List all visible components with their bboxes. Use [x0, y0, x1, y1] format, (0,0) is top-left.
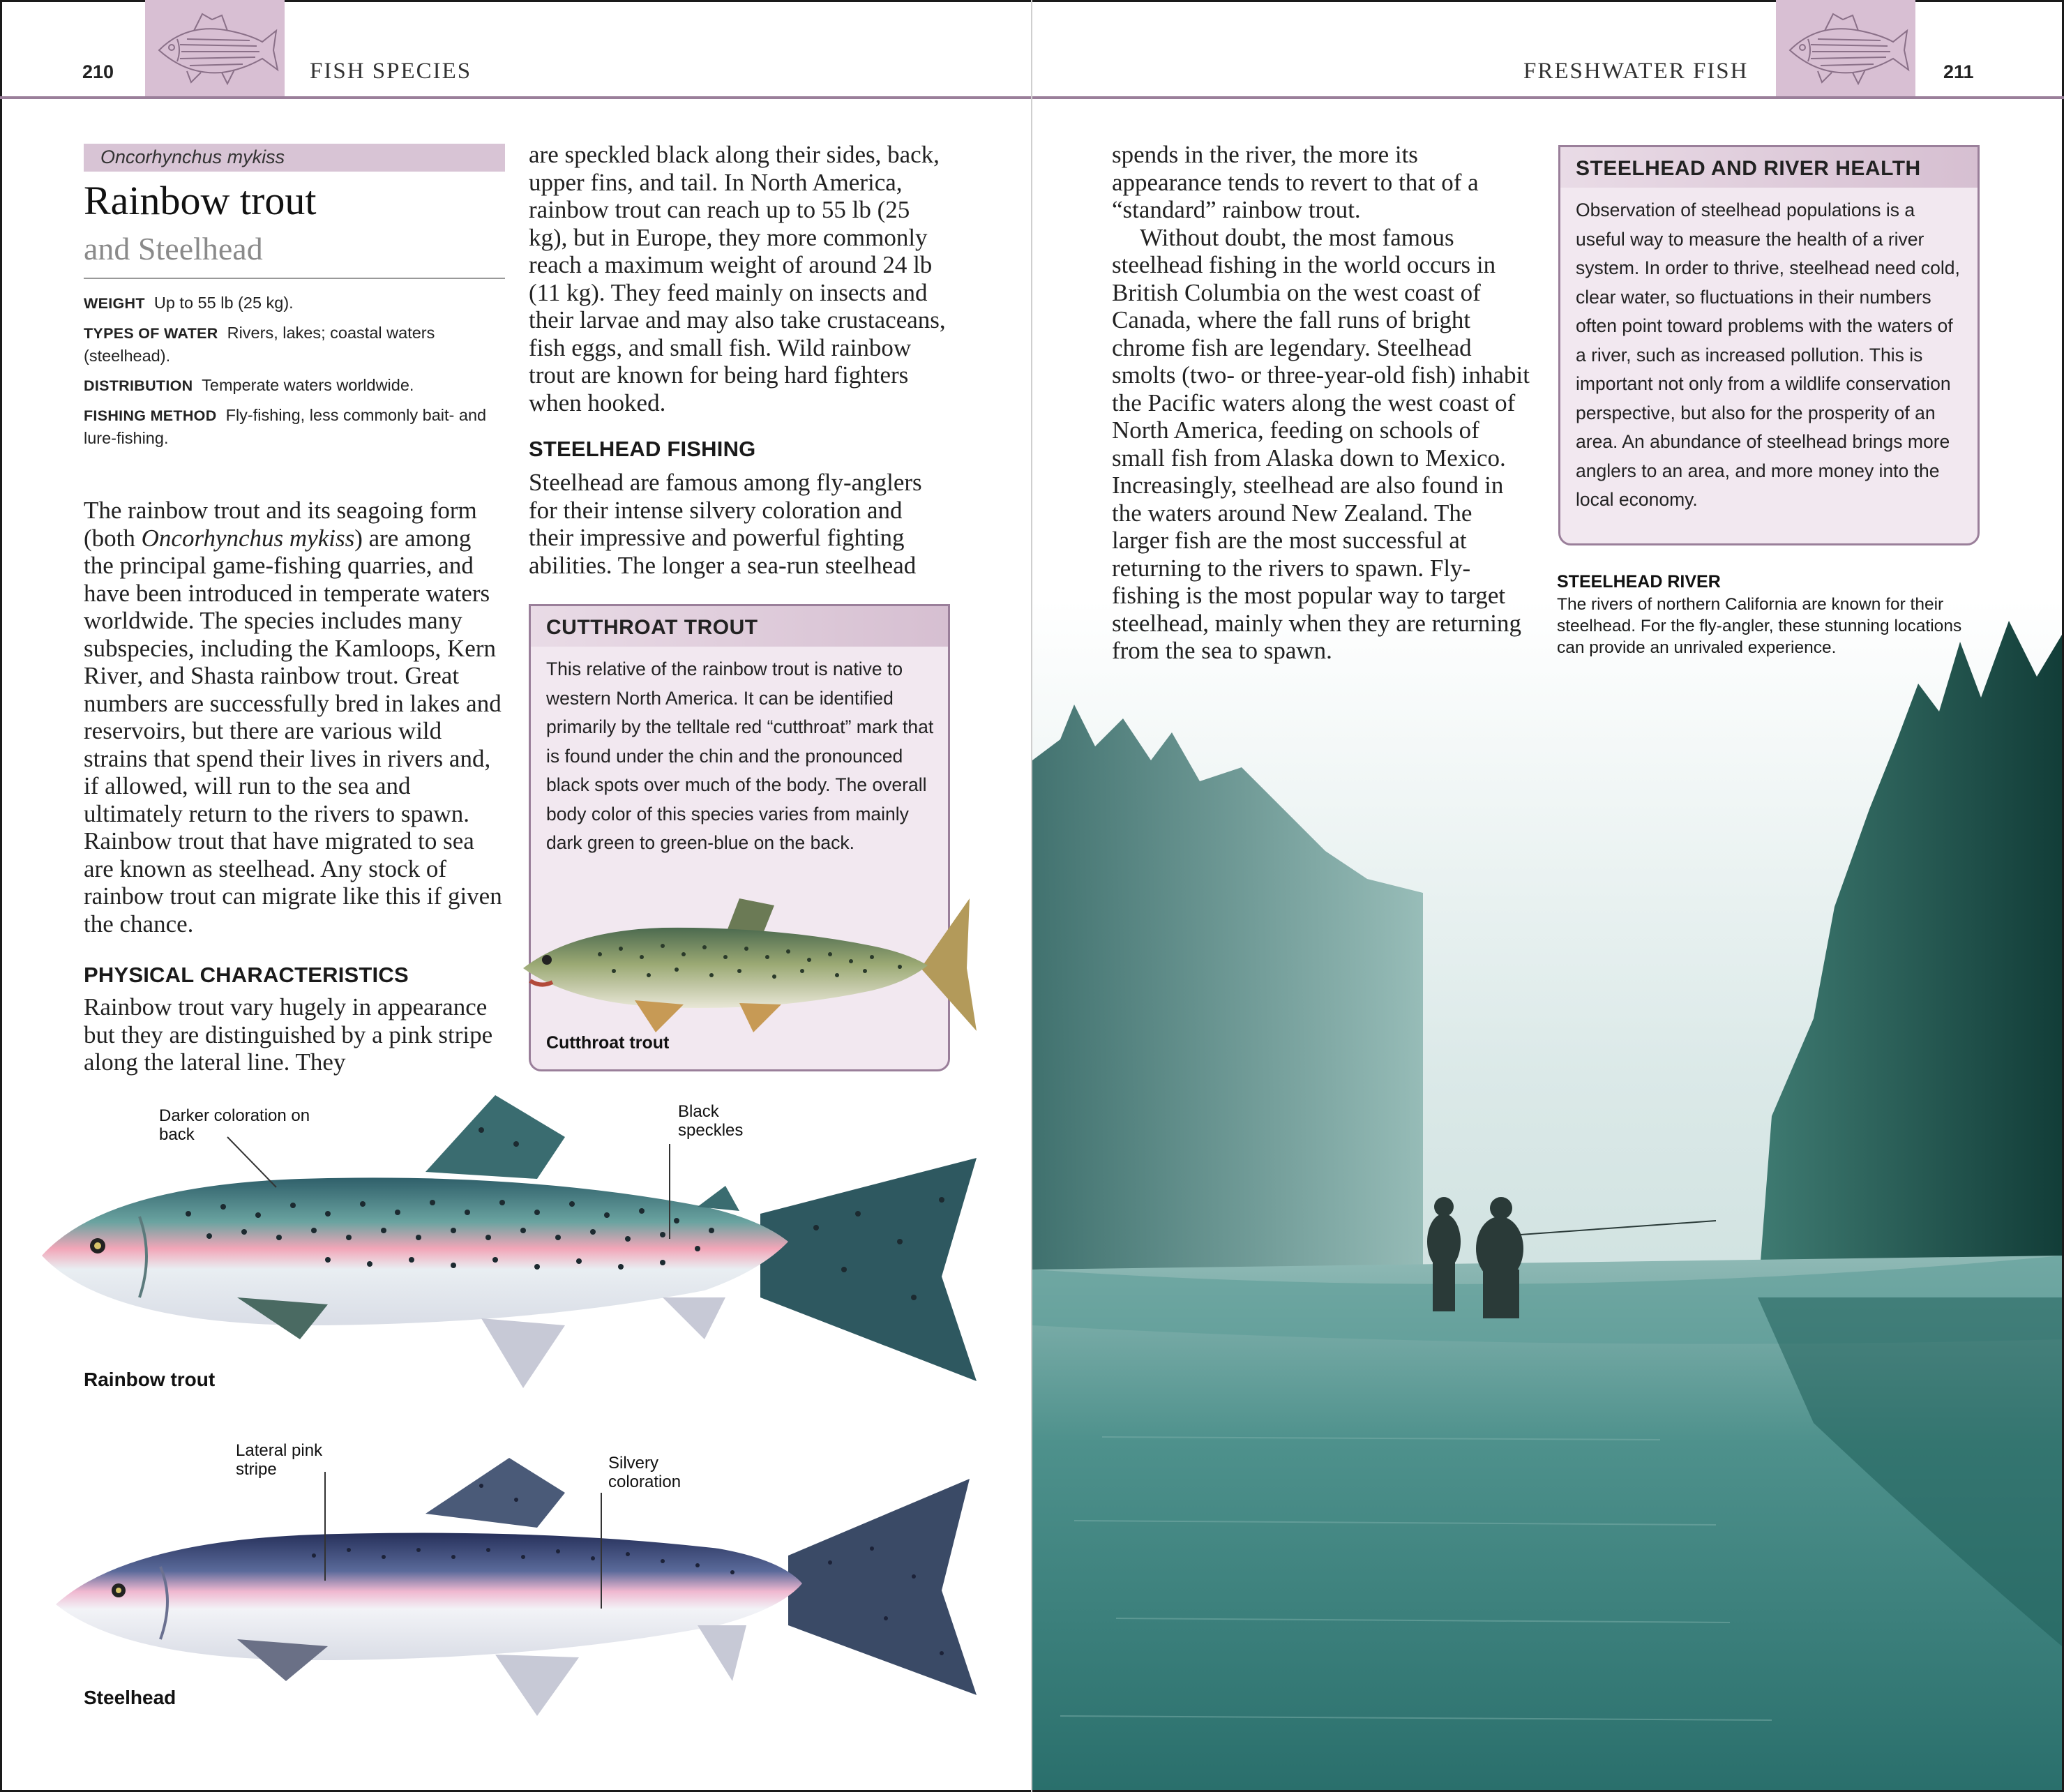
photo-caption	[1557, 572, 1989, 658]
leader-darker-coloration	[223, 1134, 293, 1190]
left-header-fish-tile	[145, 0, 285, 98]
river-health-sidebar	[1558, 145, 1980, 545]
physical-heading: PHYSICAL CHARACTERISTICS	[84, 963, 409, 987]
photo-caption-text: The rivers of northern California are known for their steelhead. For the fly-angler, these stunning locations can provide an unrivaled experience.	[1557, 595, 1962, 657]
label-black-speckles: Black speckles	[678, 1102, 744, 1140]
label-darker-coloration: Darker coloration on back	[159, 1106, 310, 1144]
species-title: Rainbow trout	[84, 178, 317, 223]
label-lateral-pink-stripe: Lateral pink stripe	[236, 1441, 323, 1479]
right-page-number: 211	[1943, 61, 1974, 82]
fact-method: FISHING METHOD Fly-fishing, less commonly bait- and lure-fishing.	[84, 406, 487, 447]
rainbow-trout-caption: Rainbow trout	[84, 1369, 216, 1390]
cutthroat-text: This relative of the rainbow trout is native to western North America. It can be identified primarily by the telltale red “cutthroat” mark that is found under the chin and the pronounced black spots over much of the body. The overall body color of this species varies from mainly dark green to green-blue on the back.	[546, 658, 934, 853]
steelhead-fishing-heading: STEELHEAD FISHING	[529, 437, 756, 461]
fact-water: TYPES OF WATER Rivers, lakes; coastal waters (steelhead).	[84, 324, 435, 365]
left-running-head: FISH SPECIES	[310, 59, 472, 84]
left-page-number: 210	[82, 61, 114, 82]
river-health-heading: STEELHEAD AND RIVER HEALTH	[1560, 147, 1978, 188]
fact-weight: WEIGHT Up to 55 lb (25 kg).	[84, 294, 294, 312]
cutthroat-trout-illustration	[509, 884, 984, 1052]
steelhead-river-photo	[1032, 600, 2062, 1790]
fish-engraving-icon	[1776, 0, 1915, 98]
photo-caption-title: STEELHEAD RIVER	[1557, 572, 1721, 592]
cutthroat-heading: CUTTHROAT TROUT	[531, 606, 948, 647]
latin-name-bar	[84, 144, 505, 172]
steelhead-fishing-paragraph: Steelhead are famous among fly-anglers for their intense silvery coloration and their impressive and powerful fighting abilities. The longer a sea-run steelhead	[529, 469, 922, 579]
column3-paragraph-1: spends in the river, the more its appearance tends to revert to that of a “standard” rainbow trout.	[1112, 141, 1479, 223]
species-subtitle: and Steelhead	[84, 231, 263, 266]
leader-lateral-pink-stripe	[322, 1472, 329, 1583]
leader-silvery-coloration	[598, 1493, 605, 1611]
physical-paragraph: Rainbow trout vary hugely in appearance but they are distinguished by a pink stripe along the lateral line. They	[84, 993, 493, 1076]
river-health-text: Observation of steelhead populations is a useful way to measure the health of a river system. In order to thrive, steelhead need cold, clear water, so fluctuations in their numbers often point toward problems with the waters of a river, such as increased pollution. This is important not only from a wildlife conservation perspective, but also for the prosperity of an area. An abundance of steelhead brings more anglers to an area, and more money into the local economy.	[1576, 199, 1960, 510]
label-silvery-coloration: Silvery coloration	[608, 1454, 681, 1491]
fact-list	[84, 292, 505, 456]
right-header-fish-tile	[1776, 0, 1915, 98]
fish-engraving-icon	[145, 0, 285, 98]
steelhead-caption: Steelhead	[84, 1687, 176, 1708]
intro-paragraph: The rainbow trout and its seagoing form (both Oncorhynchus mykiss) are among the principal game-fishing quarries, and have been introduced in temperate waters worldwide. The species includes many subspecies, including the Kamloops, Kern River, and Shasta rainbow trout. Great numbers are successfully bred in lakes and reservoirs, but there are various wild strains that spend their lives in rivers and, if allowed, will run to the sea and ultimately return to the rivers to spawn. Rainbow trout that have migrated to sea are known as steelhead. Any stock of rainbow trout can migrate like this if given the chance.	[84, 497, 502, 938]
left-header-rule	[0, 96, 1031, 99]
column2-paragraph: are speckled black along their sides, back, upper fins, and tail. In North America, rainbow trout can reach up to 55 lb (25 kg), but in Europe, they more commonly reach a maximum weight of around 24 lb (11 kg). They feed mainly on insects and their larvae and may also take crustaceans, fish eggs, and small fish. Wild rainbow trout are known for being hard fighters when hooked.	[529, 141, 946, 416]
steelhead-illustration	[49, 1451, 984, 1737]
column3-text	[1112, 141, 1533, 665]
fact-distribution: DISTRIBUTION Temperate waters worldwide.	[84, 376, 414, 394]
leader-black-speckles	[667, 1144, 674, 1242]
cutthroat-caption: Cutthroat trout	[546, 1033, 670, 1053]
title-rule	[84, 278, 505, 279]
latin-name: Oncorhynchus mykiss	[100, 146, 285, 167]
right-header-rule	[1032, 96, 2064, 99]
column3-paragraph-2: Without doubt, the most famous steelhead fishing in the world occurs in British Columbia on the west coast of Canada, where the fall runs of bright chrome fish are legendary. Steelhead smolts (two- or three-year-old fish) inhabit the Pacific waters along the west coast of North America, feeding on schools of small fish from Alaska down to Mexico. Increasingly, steelhead are also found in the waters around New Zealand. The larger fish are the most successful at returning to the rivers to spawn. Fly-fishing is the most popular way to target steelhead, mainly when they are returning from the sea to spawn.	[1112, 223, 1530, 664]
right-running-head: FRESHWATER FISH	[1523, 59, 1749, 84]
